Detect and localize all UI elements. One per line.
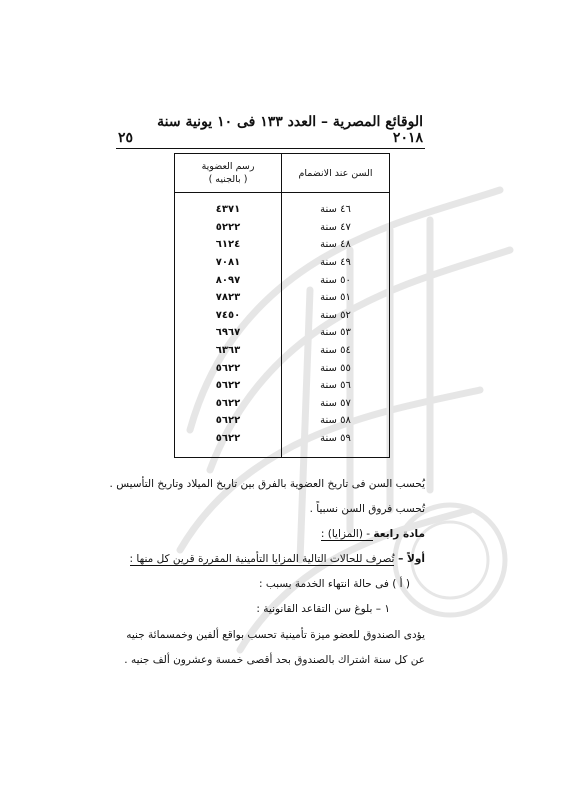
- table-rows: [175, 201, 389, 447]
- table-row: [175, 307, 389, 325]
- fee-cell: ٤٣٧١: [215, 204, 241, 216]
- fee-column-header: [175, 154, 281, 192]
- table-row: [175, 201, 389, 219]
- table-row: [175, 254, 389, 272]
- first-label: أولاً –: [394, 553, 425, 565]
- age-cell: ٥٤ سنة: [320, 345, 351, 357]
- fee-cell: ٥٢٢٢: [215, 221, 241, 233]
- table-row: [175, 395, 389, 413]
- fee-cell: ٥٦٢٢: [215, 380, 241, 392]
- age-cell: ٥٢ سنة: [320, 309, 351, 321]
- age-cell: ٥١ سنة: [320, 292, 351, 304]
- fee-cell: ٥٦٢٢: [215, 433, 241, 445]
- table-row: [175, 236, 389, 254]
- benefit-paragraph-line1: يؤدى الصندوق للعضو ميزة تأمينية تحسب بواقع ألفين وخمسمائة جنيه: [126, 629, 425, 641]
- fee-cell: ٦١٢٤: [215, 239, 241, 251]
- fee-cell: ٥٦٢٢: [215, 415, 241, 427]
- fee-cell: ٨٠٩٧: [215, 274, 241, 286]
- article-title: - (المزايا) :: [320, 528, 374, 540]
- age-cell: ٥٥ سنة: [320, 362, 351, 374]
- table-row: [175, 430, 389, 448]
- fee-cell: ٧٠٨١: [215, 257, 241, 269]
- fee-header-unit: ( بالجنيه ): [208, 174, 248, 185]
- item-1: ١ – بلوغ سن التقاعد القانونية :: [256, 603, 390, 615]
- fee-cell: ٧٤٥٠: [215, 309, 241, 321]
- age-cell: ٥٦ سنة: [320, 380, 351, 392]
- table-row: [175, 219, 389, 237]
- item-a: ( أ ) فى حالة انتهاء الخدمة بسبب :: [258, 578, 410, 590]
- fee-header-label: رسم العضوية: [201, 161, 255, 172]
- age-cell: ٥٧ سنة: [320, 397, 351, 409]
- table-row: [175, 359, 389, 377]
- age-cell: ٥٨ سنة: [320, 415, 351, 427]
- table-row: [175, 377, 389, 395]
- table-row: [175, 412, 389, 430]
- age-column-header: [282, 154, 389, 192]
- gazette-title: الوقائع المصرية – العدد ١٣٣ فى ١٠ يونية سنة ٢٠١٨: [157, 114, 423, 146]
- fee-cell: ٥٦٢٢: [215, 362, 241, 374]
- age-difference-paragraph: تُحسب فروق السن نسبياً .: [309, 503, 425, 515]
- age-cell: ٥٩ سنة: [320, 433, 351, 445]
- age-cell: ٤٦ سنة: [320, 204, 351, 216]
- fee-cell: ٦٩٦٧: [215, 327, 241, 339]
- age-cell: ٤٩ سنة: [320, 257, 351, 269]
- page-number: ٢٥: [118, 130, 134, 146]
- age-cell: ٥٠ سنة: [320, 274, 351, 286]
- age-header-label: السن عند الانضمام: [298, 167, 373, 179]
- age-calculation-paragraph: يُحسب السن فى تاريخ العضوية بالفرق بين تاريخ الميلاد وتاريخ التأسيس .: [109, 478, 425, 490]
- table-row: [175, 342, 389, 360]
- fee-cell: ٥٦٢٢: [215, 397, 241, 409]
- first-clause-text: تُصرف للحالات التالية المزايا التأمينية المقررة قرين كل منها :: [129, 553, 395, 565]
- age-cell: ٤٧ سنة: [320, 221, 351, 233]
- first-clause: [130, 553, 425, 565]
- article-label: مادة رابعة: [373, 528, 425, 540]
- fee-cell: ٦٣٦٣: [215, 345, 241, 357]
- membership-fee-table: [174, 153, 390, 458]
- age-cell: ٤٨ سنة: [320, 239, 351, 251]
- page-header: [116, 114, 425, 149]
- table-row: [175, 271, 389, 289]
- article-heading: [321, 528, 425, 540]
- benefit-paragraph-line2: عن كل سنة اشتراك بالصندوق بحد أقصى خمسة وعشرون ألف جنيه .: [124, 654, 425, 666]
- table-header-divider: [175, 192, 389, 193]
- fee-cell: ٧٨٢٣: [215, 292, 241, 304]
- table-row: [175, 289, 389, 307]
- age-cell: ٥٣ سنة: [320, 327, 351, 339]
- table-row: [175, 324, 389, 342]
